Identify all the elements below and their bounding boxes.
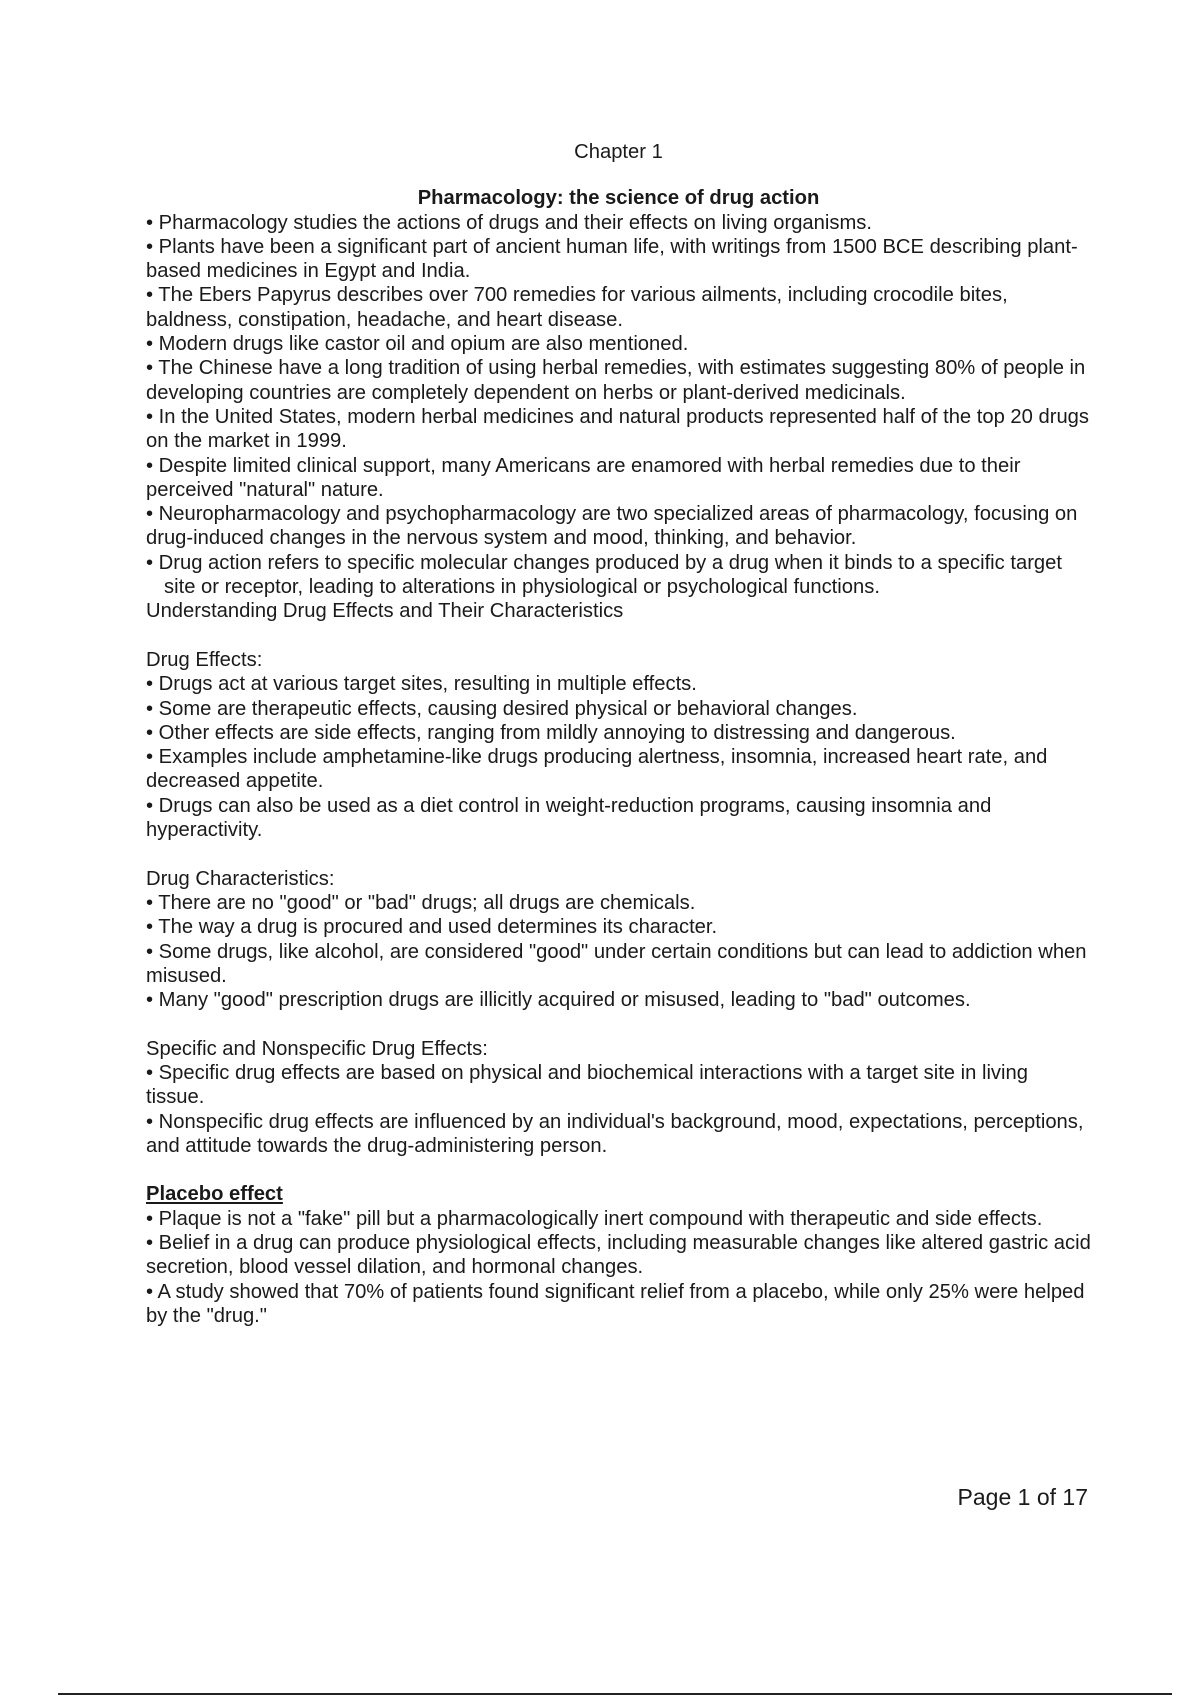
drug-characteristics-heading: Drug Characteristics: — [146, 867, 335, 890]
list-item: • Examples include amphetamine-like drugs producing alertness, insomnia, increased heart rate, and decreased appetite. — [146, 746, 1048, 793]
page-number: Page 1 of 17 — [957, 1484, 1088, 1510]
list-item: • Nonspecific drug effects are influenced by an individual's background, mood, expectations, perceptions, and attitude towards the drug-administering person. — [146, 1110, 1084, 1157]
section-heading: Understanding Drug Effects and Their Characteristics — [146, 600, 624, 623]
drug-effects-heading: Drug Effects: — [146, 648, 263, 671]
placebo-heading: Placebo effect — [146, 1183, 283, 1206]
list-item: • The Ebers Papyrus describes over 700 remedies for various ailments, including crocodile bites, baldness, constipation, headache, and heart disease. — [146, 284, 1008, 331]
list-item: • In the United States, modern herbal medicines and natural products represented half of the top 20 drugs on the market in 1999. — [146, 405, 1089, 453]
list-item: • The way a drug is procured and used determines its character. — [146, 916, 718, 939]
spacer — [146, 1012, 1091, 1036]
list-item: • Drugs can also be used as a diet control in weight-reduction programs, causing insomnia and hyperactivity. — [146, 794, 992, 842]
spacer — [146, 624, 1091, 648]
list-item: • Plaque is not a "fake" pill but a pharmacologically inert compound with therapeutic and side effects. — [146, 1207, 1043, 1230]
page-content — [146, 140, 1091, 1328]
spacer — [146, 842, 1091, 866]
spacer — [146, 1158, 1091, 1182]
list-item: • Despite limited clinical support, many Americans are enamored with herbal remedies due to their perceived "natural" nature. — [146, 454, 1021, 501]
list-item: • Plants have been a significant part of ancient human life, with writings from 1500 BCE describing plant-based medicines in Egypt and India. — [146, 235, 1078, 283]
list-item: • Other effects are side effects, ranging from mildly annoying to distressing and dangerous. — [146, 721, 956, 744]
page-title: Pharmacology: the science of drug action — [417, 187, 820, 210]
list-item: • Many "good" prescription drugs are illicitly acquired or misused, leading to "bad" outcomes. — [146, 989, 971, 1012]
list-item: • Specific drug effects are based on physical and biochemical interactions with a target site in living tissue. — [146, 1061, 1028, 1109]
list-item: • Some drugs, like alcohol, are considered "good" under certain conditions but can lead to addiction when misused. — [146, 940, 1087, 987]
list-item: • Drugs act at various target sites, resulting in multiple effects. — [146, 673, 697, 696]
list-item: • Pharmacology studies the actions of drugs and their effects on living organisms. — [146, 211, 872, 234]
list-item: • Belief in a drug can produce physiological effects, including measurable changes like altered gastric acid secretion, blood vessel dilation, and hormonal changes. — [146, 1232, 1091, 1279]
list-item: • There are no "good" or "bad" drugs; all drugs are chemicals. — [146, 891, 696, 914]
drug-action-item: • Drug action refers to specific molecular changes produced by a drug when it binds to a specific target site or receptor, leading to alterations in physiological or psychological functions. — [146, 551, 1062, 599]
footer-divider — [58, 1693, 1172, 1695]
list-item: • Modern drugs like castor oil and opium are also mentioned. — [146, 333, 689, 356]
list-item: • Neuropharmacology and psychopharmacology are two specialized areas of pharmacology, focusing on drug-induced changes in the nervous system and mood, thinking, and behavior. — [146, 503, 1078, 550]
specific-effects-heading: Specific and Nonspecific Drug Effects: — [146, 1037, 488, 1060]
list-item: • The Chinese have a long tradition of using herbal remedies, with estimates suggesting 80% of people in developing countries are completely dependent on herbs or plant-derived medicinals. — [146, 357, 1086, 404]
list-item: • A study showed that 70% of patients found significant relief from a placebo, while only 25% were helped by the "drug." — [146, 1280, 1085, 1327]
chapter-label: Chapter 1 — [574, 141, 663, 163]
list-item: • Some are therapeutic effects, causing desired physical or behavioral changes. — [146, 697, 858, 720]
